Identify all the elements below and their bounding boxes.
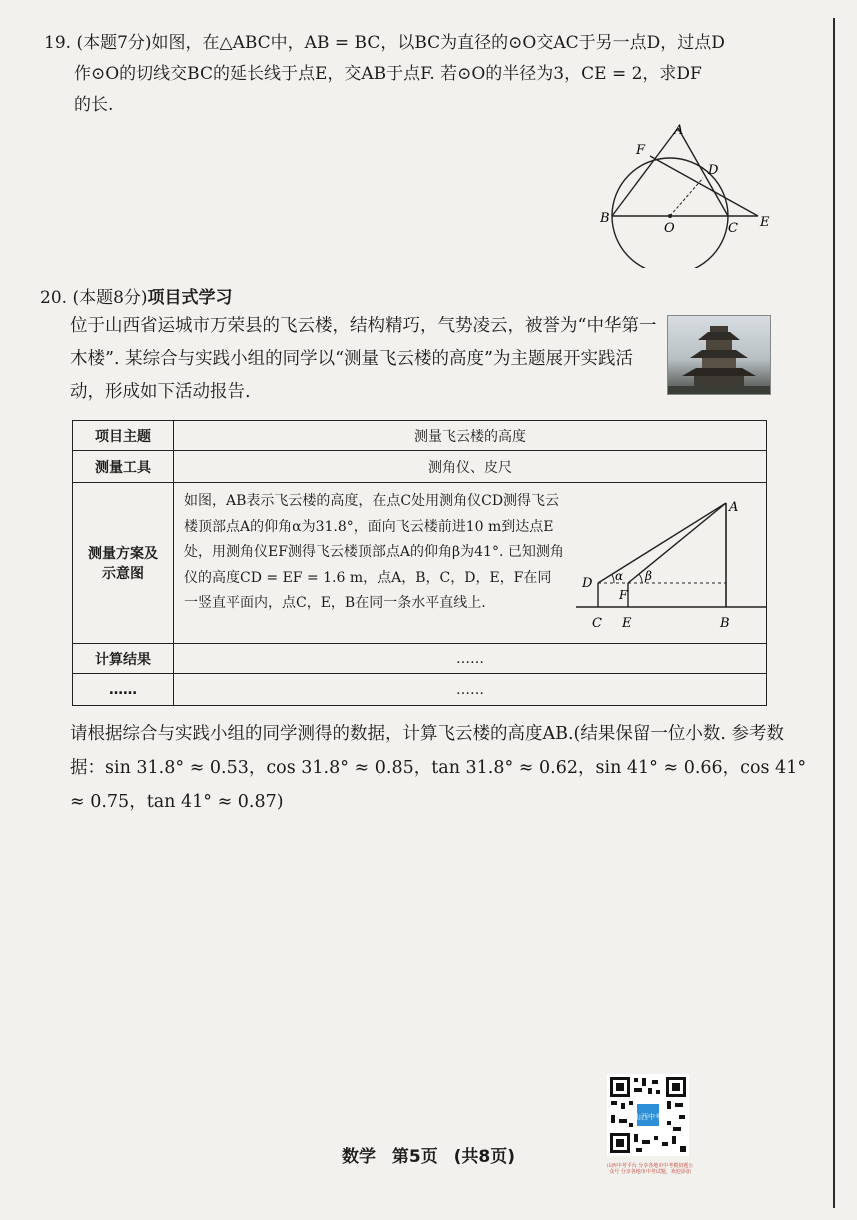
fig19-label-e: E — [760, 215, 770, 230]
question-19 — [44, 28, 814, 121]
q19-line-2: 作⊙O的切线交BC的延长线于点E，交AB于点F. 若⊙O的半径为3，CE = 2，求DF — [74, 64, 702, 84]
method-cell — [174, 483, 767, 644]
q19-line-1: 19. (本题7分)如图，在△ABC中，AB = BC，以BC为直径的⊙O交AC于另一点D，过点D — [44, 33, 725, 53]
fig19-label-d: D — [708, 163, 719, 178]
q20-question: 请根据综合与实践小组的同学测得的数据，计算飞云楼的高度AB.(结果保留一位小数. 参考数据：sin 31.8° ≈ 0.53，cos 31.8° ≈ 0.85，tan 31.8° ≈ 0.62，sin 41° ≈ 0.66，cos 41° ≈ 0.75，tan 41° ≈ 0.87) — [70, 724, 807, 812]
method-label — [73, 483, 174, 644]
fig19-label-b: B — [600, 211, 610, 226]
fig19-label-f: F — [636, 143, 646, 158]
q20-number: 20. (本题8分) — [40, 288, 148, 308]
activity-report-table — [72, 420, 767, 706]
method-text: 如图，AB表示飞云楼的高度，在点C处用测角仪CD测得飞云楼顶部点A的仰角α为31.8°，面向飞云楼前进10 m到达点E处，用测角仪EF测得飞云楼顶部点A的仰角β为41°. 已知测角仪的高度CD = EF = 1.6 m，点A，B，C，D，E，F在同一竖直平面内，点C，E，B在同一条水平直线上. — [184, 493, 564, 611]
method-label-line-2: 示意图 — [102, 566, 144, 582]
page-right-rule — [833, 18, 835, 1208]
q20-intro: 位于山西省运城市万荣县的飞云楼，结构精巧，气势凌云，被誉为“中华第一木楼”. 某综合与实践小组的同学以“测量飞云楼的高度”为主题展开实践活动，形成如下活动报告. — [70, 316, 657, 402]
fig20-label-f: F — [619, 588, 628, 602]
fig19-label-c: C — [728, 221, 738, 236]
q20-title: 项目式学习 — [147, 288, 233, 308]
q19-line-3: 的长. — [74, 95, 114, 115]
theme-value: 测量飞云楼的高度 — [174, 421, 767, 451]
watermark-text: 山西中考平台 分享各地市中考模拟题公众号 分享各地市中考试题，欢迎添加 — [606, 1163, 694, 1175]
result-value: …… — [174, 644, 767, 674]
tools-label: 测量工具 — [73, 451, 174, 483]
result-label: 计算结果 — [73, 644, 174, 674]
q19-geometry-figure — [600, 118, 780, 268]
fig20-label-beta: β — [645, 569, 652, 583]
fig20-label-e: E — [622, 616, 632, 631]
fig20-label-c: C — [592, 616, 602, 631]
page-footer — [0, 1142, 857, 1167]
more-label: …… — [73, 674, 174, 706]
fig20-label-b: B — [720, 616, 730, 631]
fig20-label-alpha: α — [615, 569, 624, 583]
more-value: …… — [174, 674, 767, 706]
footer-page: 第5页 — [391, 1147, 438, 1167]
measurement-diagram — [576, 483, 766, 643]
fig20-label-a: A — [729, 500, 739, 515]
tools-value: 测角仪、皮尺 — [174, 451, 767, 483]
fig20-label-d: D — [582, 576, 593, 591]
fig19-label-o: O — [664, 221, 675, 236]
question-20-heading — [40, 283, 233, 308]
footer-subject: 数学 — [341, 1147, 376, 1167]
theme-label: 项目主题 — [73, 421, 174, 451]
fig19-label-a: A — [674, 123, 684, 138]
method-label-line-1: 测量方案及 — [88, 546, 158, 562]
feiyun-tower-photo — [667, 315, 771, 395]
qr-center-badge: 山西中考 — [634, 1113, 662, 1121]
footer-total: (共8页) — [453, 1147, 516, 1167]
